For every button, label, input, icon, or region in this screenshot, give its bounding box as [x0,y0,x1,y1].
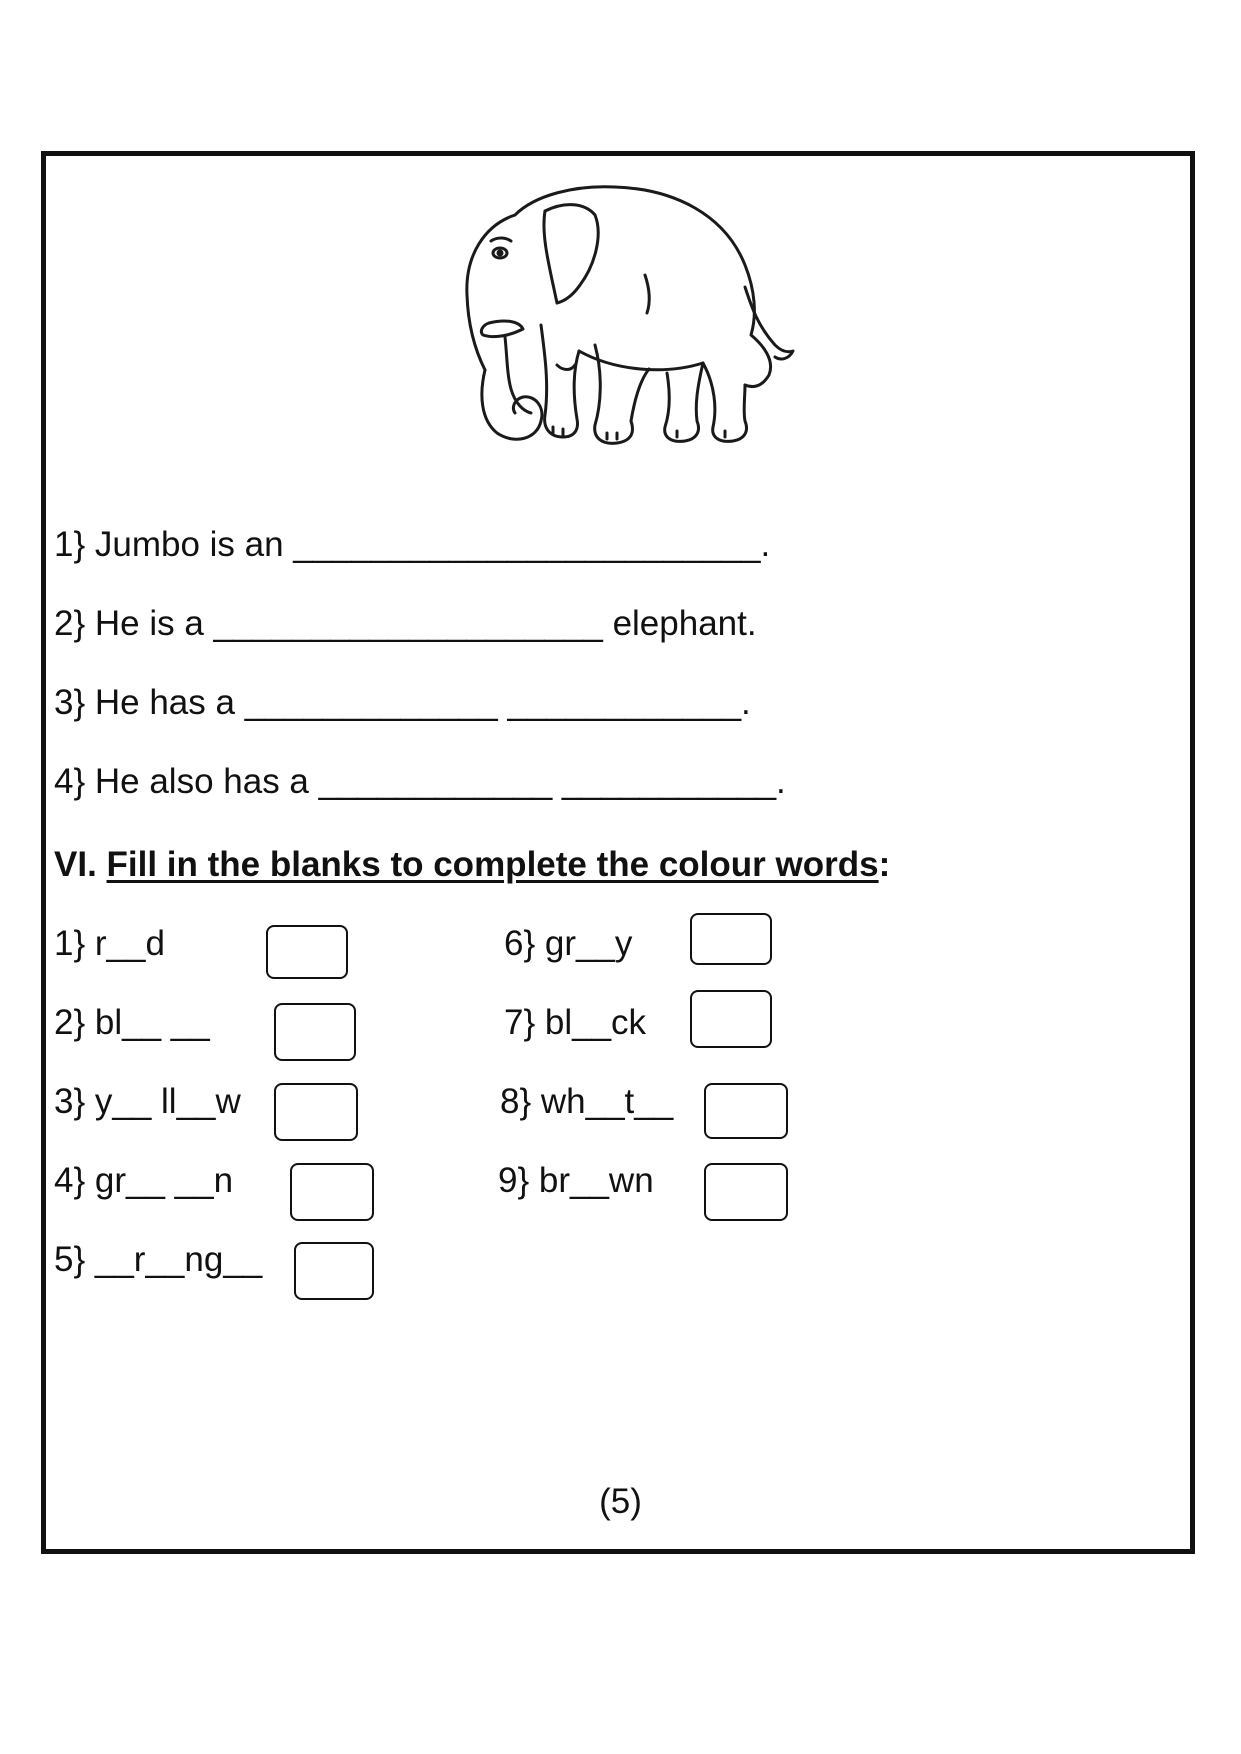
elephant-drawing-icon [445,175,815,475]
colour-word-3: 3} y__ ll__w [54,1082,241,1121]
colour-word-9: 9} br__wn [498,1161,654,1200]
answer-box-5[interactable] [294,1242,374,1300]
answer-box-3[interactable] [274,1083,358,1141]
question-3: 3} He has a _____________ ____________. [54,683,751,722]
section-colon: : [878,845,891,884]
answer-box-2[interactable] [274,1003,356,1061]
answer-box-8[interactable] [704,1083,788,1139]
answer-box-6[interactable] [690,913,772,965]
answer-box-4[interactable] [290,1163,374,1221]
section-heading [54,845,890,885]
question-1: 1} Jumbo is an ________________________. [54,525,771,564]
colour-word-2: 2} bl__ __ [54,1003,210,1042]
section-title: Fill in the blanks to complete the colour words [106,845,879,884]
colour-word-1: 1} r__d [54,924,165,963]
colour-word-7: 7} bl__ck [504,1003,647,1042]
colour-word-5: 5} __r__ng__ [54,1240,263,1279]
colour-word-4: 4} gr__ __n [54,1161,234,1200]
question-2: 2} He is a ____________________ elephant. [54,604,757,643]
answer-box-1[interactable] [266,925,348,979]
answer-box-9[interactable] [704,1163,788,1221]
page-number: (5) [599,1482,642,1521]
colour-word-6: 6} gr__y [504,924,633,963]
section-number: VI. [54,845,97,884]
question-4: 4} He also has a ____________ ___________. [54,762,786,801]
answer-box-7[interactable] [690,990,772,1048]
colour-word-8: 8} wh__t__ [500,1082,674,1121]
